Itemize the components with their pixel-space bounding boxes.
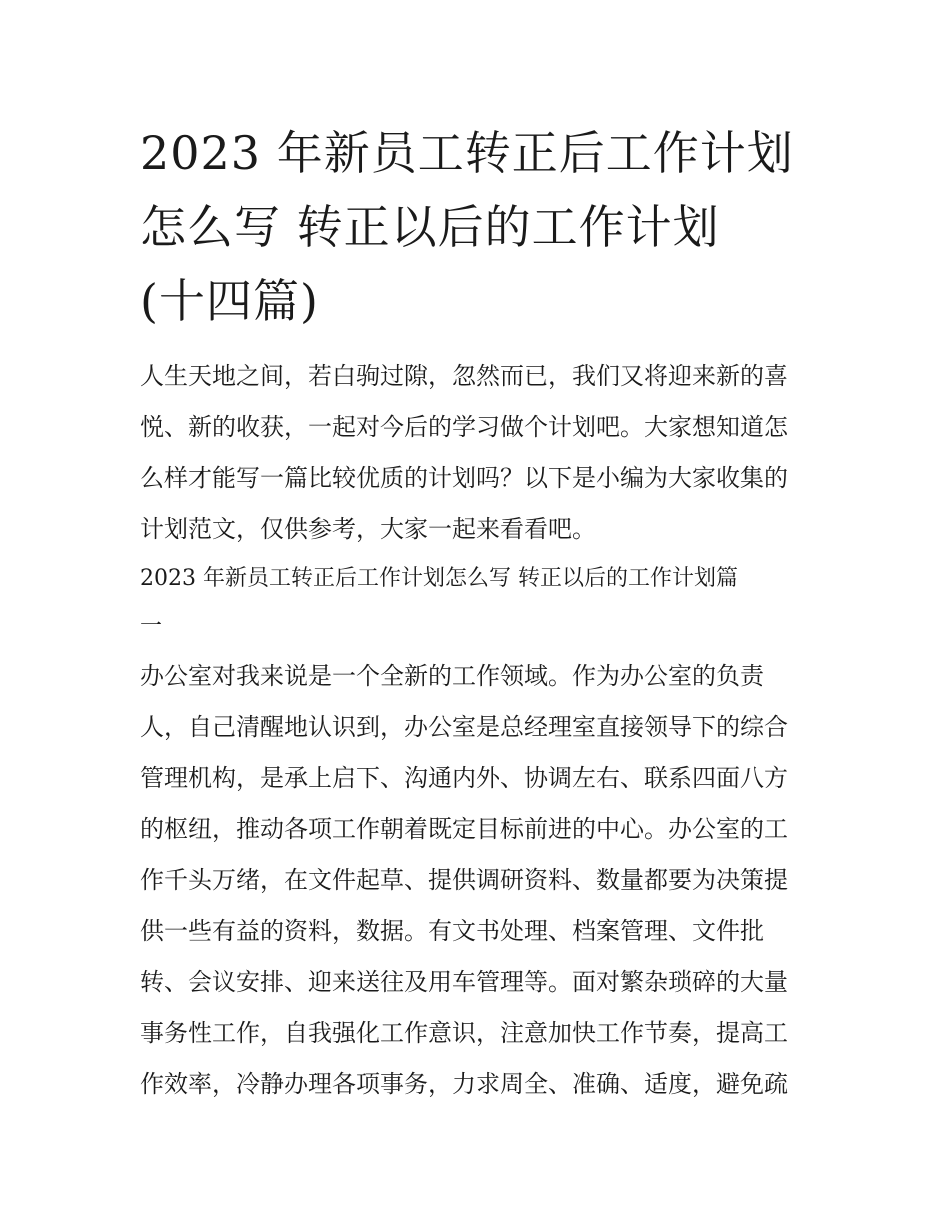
intro-line: 么样才能写一篇比较优质的计划吗？以下是小编为大家收集的 — [140, 464, 788, 492]
title-line-2: 怎么写 转正以后的工作计划 — [140, 200, 720, 254]
body-line: 作千头万绪，在文件起草、提供调研资料、数量都要为决策提 — [140, 866, 788, 894]
section-heading-line: 2023 年新员工转正后工作计划怎么写 转正以后的工作计划篇 — [140, 566, 738, 591]
intro-paragraph — [140, 351, 812, 555]
title-line-1: 2023 年新员工转正后工作计划 — [140, 126, 794, 180]
intro-line: 人生天地之间，若白驹过隙，忽然而已，我们又将迎来新的喜 — [140, 362, 788, 390]
body-line: 的枢纽，推动各项工作朝着既定目标前进的中心。办公室的工 — [140, 815, 788, 843]
body-line: 转、会议安排、迎来送往及用车管理等。面对繁杂琐碎的大量 — [140, 968, 788, 996]
document-title — [140, 116, 812, 338]
section-heading-line: 一 — [140, 614, 163, 639]
document-page — [140, 116, 812, 1110]
intro-line: 悦、新的收获，一起对今后的学习做个计划吧。大家想知道怎 — [140, 413, 788, 441]
body-line: 事务性工作，自我强化工作意识，注意加快工作节奏，提高工 — [140, 1019, 788, 1047]
body-paragraph — [140, 651, 812, 1110]
intro-line: 计划范文，仅供参考，大家一起来看看吧。 — [140, 515, 596, 543]
body-line: 人，自己清醒地认识到，办公室是总经理室直接领导下的综合 — [140, 713, 788, 741]
body-line: 供一些有益的资料，数据。有文书处理、档案管理、文件批 — [140, 917, 764, 945]
body-line: 办公室对我来说是一个全新的工作领域。作为办公室的负责 — [140, 662, 764, 690]
section-heading — [140, 555, 812, 651]
title-line-3: (十四篇) — [140, 274, 319, 328]
body-line: 作效率，冷静办理各项事务，力求周全、准确、适度，避免疏 — [140, 1070, 788, 1098]
body-line: 管理机构，是承上启下、沟通内外、协调左右、联系四面八方 — [140, 764, 788, 792]
